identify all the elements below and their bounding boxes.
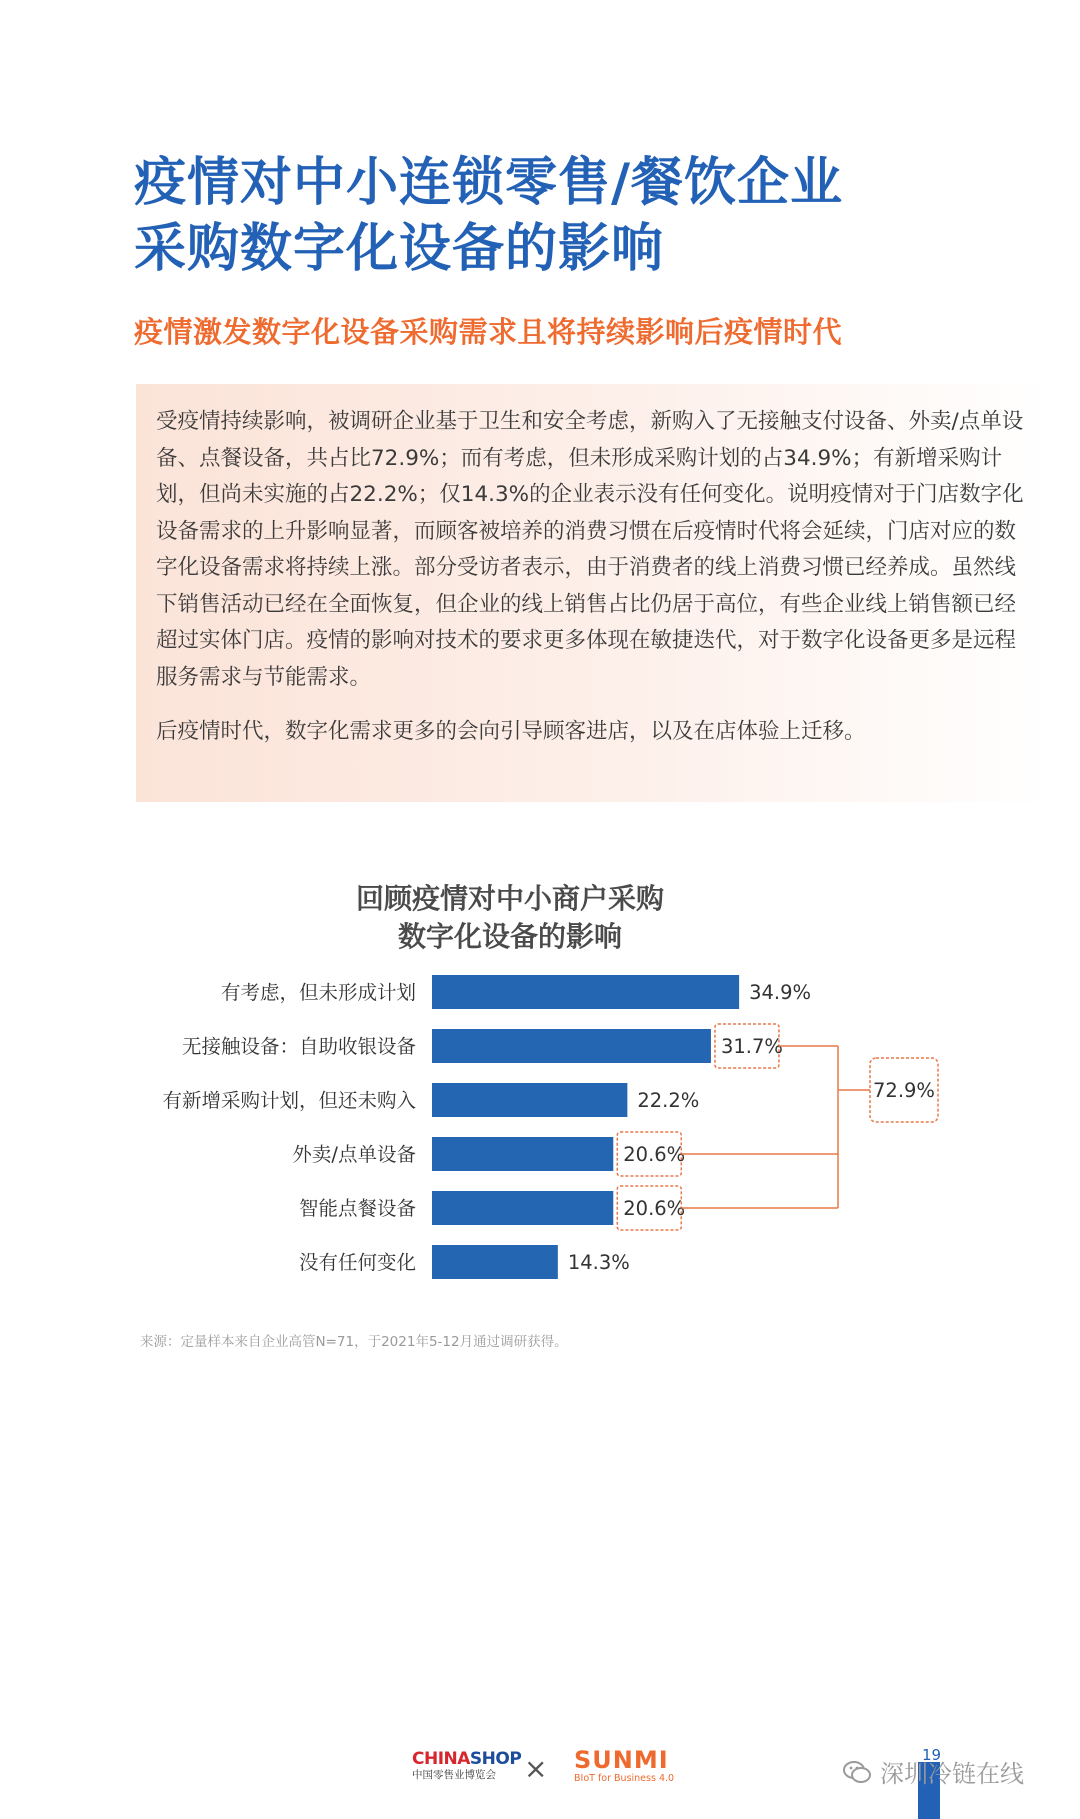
category-label: 有考虑，但未形成计划 — [220, 981, 416, 1004]
data-label: 20.6% — [623, 1197, 686, 1220]
watermark-text: 深圳冷链在线 — [880, 1760, 1024, 1788]
bar — [432, 1191, 613, 1225]
chart-title-line-2: 数字化设备的影响 — [397, 920, 622, 953]
page-title-line-1: 疫情对中小连锁零售/餐饮企业 — [134, 153, 843, 213]
footer — [0, 1740, 1080, 1819]
page-title-line-2: 采购数字化设备的影响 — [134, 219, 665, 279]
category-label: 无接触设备：自助收银设备 — [181, 1035, 416, 1058]
bar — [432, 1029, 711, 1063]
category-label: 智能点餐设备 — [298, 1197, 416, 1220]
category-label: 有新增采购计划，但还未购入 — [162, 1089, 416, 1112]
summary-box — [136, 384, 1048, 802]
wechat-icon — [842, 1759, 872, 1785]
chart-title — [250, 880, 770, 956]
bar-chart — [0, 970, 1080, 1310]
page-title — [134, 150, 843, 282]
data-label: 14.3% — [567, 1251, 630, 1274]
bar — [432, 1137, 613, 1171]
bar — [432, 1083, 627, 1117]
chinashop-logo-text-b: SHOP — [469, 1749, 522, 1769]
group-total-label: 72.9% — [873, 1079, 935, 1102]
bar — [432, 1245, 558, 1279]
data-label: 31.7% — [720, 1035, 783, 1058]
chinashop-logo-subtitle: 中国零售业博览会 — [412, 1769, 496, 1781]
data-label: 20.6% — [623, 1143, 686, 1166]
chinashop-logo — [412, 1749, 522, 1790]
page-number: 19 — [922, 1746, 942, 1764]
data-label: 34.9% — [749, 981, 812, 1004]
sunmi-logo-subtitle: BIoT for Business 4.0 — [574, 1773, 675, 1784]
source-note: 来源：定量样本来自企业高管N=71，于2021年5-12月通过调研获得。 — [140, 1334, 568, 1350]
watermark — [842, 1754, 1024, 1789]
bar — [432, 975, 739, 1009]
times-icon: × — [524, 1752, 548, 1785]
category-label: 没有任何变化 — [298, 1251, 416, 1274]
sunmi-logo — [574, 1748, 684, 1788]
sunmi-logo-text: SUNMI — [574, 1746, 669, 1774]
summary-paragraph-2: 后疫情时代，数字化需求更多的会向引导顾客进店，以及在店体验上迁移。 — [156, 719, 866, 744]
category-label: 外卖/点单设备 — [292, 1143, 416, 1166]
chinashop-logo-text — [412, 1749, 522, 1769]
summary-paragraph-1: 受疫情持续影响，被调研企业基于卫生和安全考虑，新购入了无接触支付设备、外卖/点单设备、点餐设备，共占比72.9%；而有考虑，但未形成采购计划的占34.9%；有新增采购计划，但尚未实施的占22.2%；仅14.3%的企业表示没有任何变化。说明疫情对于门店数字化设备需求的上升影响显著，而顾客被培养的消费习惯在后疫情时代将会延续，门店对应的数字化设备需求将持续上涨。部分受访者表示，由于消费者的线上消费习惯已经养成。虽然线下销售活动已经在全面恢复，但企业的线上销售占比仍居于高位，有些企业线上销售额已经超过实体门店。疫情的影响对技术的要求更多体现在敏捷迭代，对于数字化设备更多是远程服务需求与节能需求。 — [156, 409, 1024, 690]
data-label: 22.2% — [637, 1089, 700, 1112]
page-subtitle: 疫情激发数字化设备采购需求且将持续影响后疫情时代 — [134, 315, 843, 349]
chinashop-logo-text-a: CHINA — [412, 1749, 470, 1769]
chart-title-line-1: 回顾疫情对中小商户采购 — [355, 882, 664, 915]
